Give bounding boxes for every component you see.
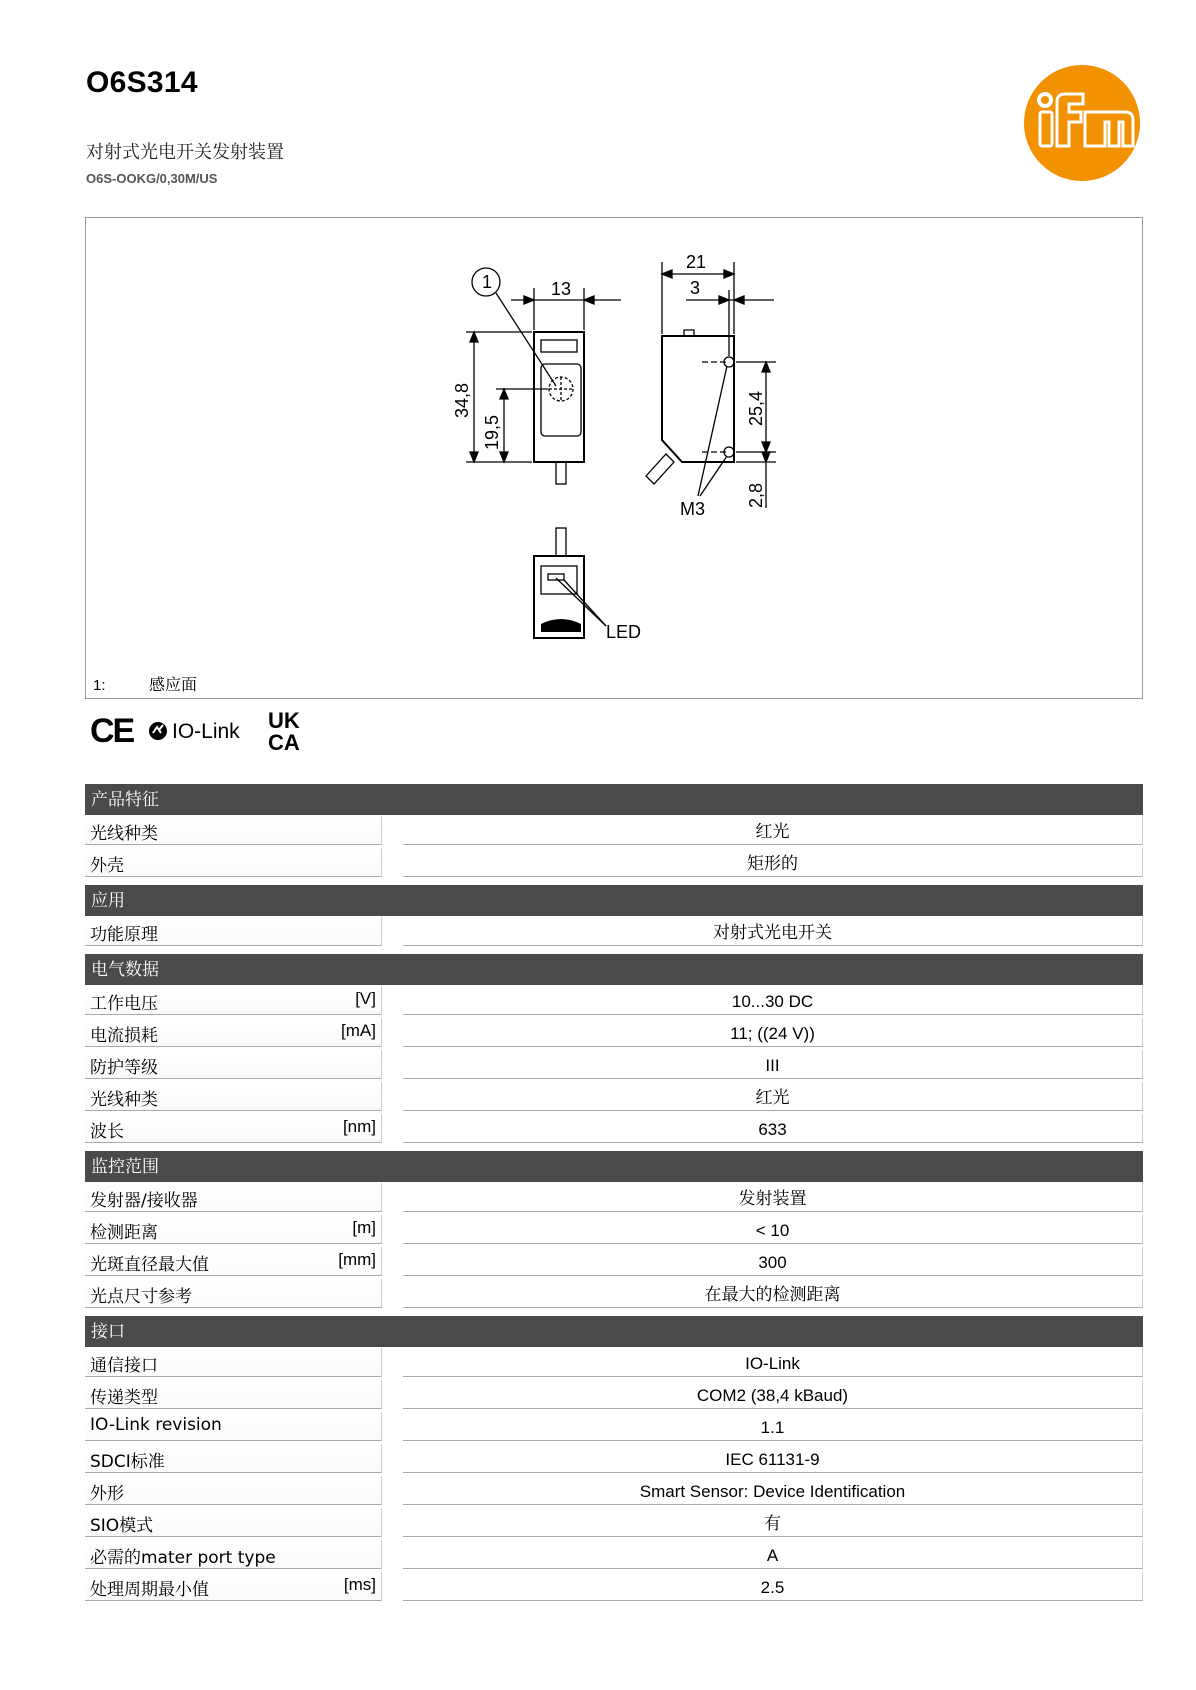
section-header: 电气数据 xyxy=(85,954,1143,985)
ukca-mark-top: UK xyxy=(268,708,300,733)
spec-label-cell xyxy=(85,917,382,946)
spec-row xyxy=(85,917,1143,948)
spec-label-cell xyxy=(85,1183,382,1212)
dim-2-8-label: 2,8 xyxy=(746,482,766,508)
spec-row xyxy=(85,1114,1143,1145)
spec-label-cell xyxy=(85,1508,382,1537)
iolink-icon xyxy=(149,722,167,740)
spec-value: 对射式光电开关 xyxy=(403,917,1143,946)
spec-label-cell xyxy=(85,1247,382,1276)
spec-row xyxy=(85,1215,1143,1246)
spec-value: 1.1 xyxy=(403,1412,1143,1441)
spec-label: 光点尺寸参考 xyxy=(90,1287,192,1307)
certification-marks xyxy=(90,707,320,751)
dim-25-4-label: 25,4 xyxy=(746,390,766,426)
spec-label: 通信接口 xyxy=(90,1356,158,1376)
spec-label: 防护等级 xyxy=(90,1058,158,1078)
spec-label-cell xyxy=(85,1572,382,1601)
spec-value: 红光 xyxy=(403,1082,1143,1111)
ifm-logo xyxy=(1023,64,1141,182)
spec-unit: [mA] xyxy=(341,1021,376,1040)
spec-value: III xyxy=(403,1050,1143,1079)
dimension-drawing xyxy=(85,217,1143,699)
spec-value: 633 xyxy=(403,1114,1143,1143)
dim-34-8-label: 34,8 xyxy=(452,382,472,418)
section-header: 产品特征 xyxy=(85,784,1143,815)
spec-value: < 10 xyxy=(403,1215,1143,1244)
spec-label: 发射器/接收器 xyxy=(90,1191,198,1211)
spec-value: IO-Link xyxy=(403,1348,1143,1377)
spec-label: 检测距离 xyxy=(90,1223,158,1243)
spec-label-cell xyxy=(85,848,382,877)
section-header: 接口 xyxy=(85,1316,1143,1347)
legend-text: 感应面 xyxy=(149,675,198,694)
spec-unit: [nm] xyxy=(342,1117,376,1136)
dim-13-label: 13 xyxy=(551,279,572,299)
spec-row xyxy=(85,1279,1143,1310)
section-header: 监控范围 xyxy=(85,1151,1143,1182)
spec-row xyxy=(85,1540,1143,1571)
spec-value: 在最大的检测距离 xyxy=(403,1279,1143,1308)
spec-value: COM2 (38,4 kBaud) xyxy=(403,1380,1143,1409)
spec-value: 矩形的 xyxy=(403,848,1143,877)
spec-label-cell xyxy=(85,816,382,845)
spec-label: 工作电压 xyxy=(90,994,158,1014)
spec-value: IEC 61131-9 xyxy=(403,1444,1143,1473)
dim-19-5-label: 19,5 xyxy=(482,414,502,450)
ukca-mark-bottom: CA xyxy=(268,730,300,751)
spec-label-cell xyxy=(85,1050,382,1079)
spec-row xyxy=(85,986,1143,1017)
spec-row xyxy=(85,1050,1143,1081)
spec-row xyxy=(85,1412,1143,1443)
spec-row xyxy=(85,1348,1143,1379)
led-label: LED xyxy=(606,622,642,642)
spec-row xyxy=(85,1508,1143,1539)
spec-label: IO-Link revision xyxy=(90,1415,222,1435)
ce-mark: CE xyxy=(90,712,134,750)
m3-label: M3 xyxy=(680,499,706,519)
spec-label: 外壳 xyxy=(90,856,124,876)
product-code: O6S-OOKG/0,30M/US xyxy=(86,171,218,186)
spec-value: 2.5 xyxy=(403,1572,1143,1601)
spec-row xyxy=(85,1082,1143,1113)
dim-21-label: 21 xyxy=(686,252,707,272)
spec-label-cell xyxy=(85,1348,382,1377)
spec-label-cell xyxy=(85,1476,382,1505)
spec-unit: [V] xyxy=(355,989,376,1008)
spec-label-cell xyxy=(85,1279,382,1308)
spec-row xyxy=(85,1247,1143,1278)
dimension-drawing-svg xyxy=(86,218,1144,700)
spec-label: SDCI标准 xyxy=(90,1452,165,1472)
spec-label-cell xyxy=(85,1082,382,1111)
spec-row xyxy=(85,1572,1143,1603)
spec-row xyxy=(85,816,1143,847)
dim-3-label: 3 xyxy=(690,278,701,298)
spec-row xyxy=(85,1380,1143,1411)
spec-value: 红光 xyxy=(403,816,1143,845)
spec-label: 外形 xyxy=(90,1484,124,1504)
legend-number: 1: xyxy=(93,677,106,694)
spec-value: 发射装置 xyxy=(403,1183,1143,1212)
spec-value: Smart Sensor: Device Identification xyxy=(403,1476,1143,1505)
spec-label: 传递类型 xyxy=(90,1388,158,1408)
spec-label: 光斑直径最大值 xyxy=(90,1255,209,1275)
spec-label: 光线种类 xyxy=(90,1090,158,1110)
spec-label: 电流损耗 xyxy=(90,1026,158,1046)
spec-label-cell xyxy=(85,1540,382,1569)
spec-table xyxy=(85,784,1143,1603)
spec-row xyxy=(85,1444,1143,1475)
spec-label: 波长 xyxy=(90,1122,124,1142)
spec-label-cell xyxy=(85,986,382,1015)
spec-value: 300 xyxy=(403,1247,1143,1276)
spec-label: 处理周期最小值 xyxy=(90,1580,209,1600)
spec-unit: [mm] xyxy=(338,1250,376,1269)
spec-label-cell xyxy=(85,1018,382,1047)
spec-unit: [ms] xyxy=(343,1575,376,1594)
product-title: O6S314 xyxy=(86,66,198,99)
spec-label: 光线种类 xyxy=(90,824,158,844)
spec-unit: [m] xyxy=(352,1218,376,1237)
spec-value: 10...30 DC xyxy=(403,986,1143,1015)
spec-row xyxy=(85,1018,1143,1049)
spec-value: 11; ((24 V)) xyxy=(403,1018,1143,1047)
spec-value: A xyxy=(403,1540,1143,1569)
spec-label-cell xyxy=(85,1114,382,1143)
spec-label-cell xyxy=(85,1444,382,1473)
section-header: 应用 xyxy=(85,885,1143,916)
spec-row xyxy=(85,1476,1143,1507)
spec-label-cell xyxy=(85,1380,382,1409)
spec-value: 有 xyxy=(403,1508,1143,1537)
iolink-mark: IO-Link xyxy=(172,720,240,743)
spec-label: 功能原理 xyxy=(90,925,158,945)
spec-label-cell xyxy=(85,1412,382,1441)
spec-row xyxy=(85,1183,1143,1214)
spec-label-cell xyxy=(85,1215,382,1244)
spec-row xyxy=(85,848,1143,879)
product-subtitle: 对射式光电开关发射装置 xyxy=(86,142,284,163)
callout-label: 1 xyxy=(482,272,493,292)
spec-label: SIO模式 xyxy=(90,1516,154,1536)
spec-label: 必需的mater port type xyxy=(90,1548,276,1568)
